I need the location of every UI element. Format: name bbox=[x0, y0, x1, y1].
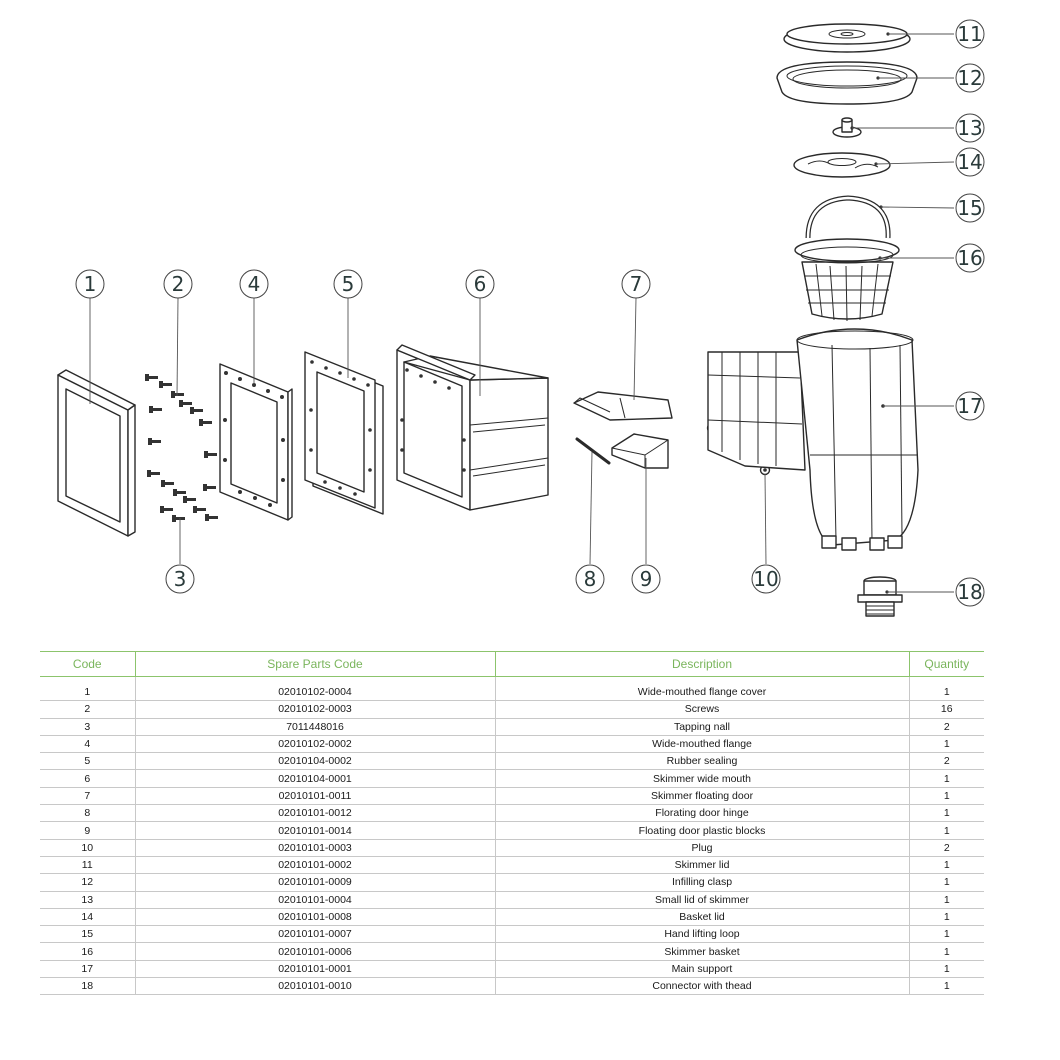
svg-text:9: 9 bbox=[639, 567, 653, 591]
part-1-flange-cover bbox=[58, 370, 135, 536]
cell-spare-parts-code: 02010101-0006 bbox=[135, 943, 495, 960]
cell-code: 3 bbox=[40, 718, 135, 735]
cell-spare-parts-code: 02010101-0008 bbox=[135, 908, 495, 925]
table-row bbox=[40, 735, 984, 752]
svg-text:2: 2 bbox=[171, 272, 185, 296]
part-11-skimmer-lid bbox=[784, 24, 910, 52]
table-spacer bbox=[40, 677, 984, 685]
table-header-row bbox=[40, 652, 984, 677]
cell-code: 17 bbox=[40, 960, 135, 977]
callout-15 bbox=[956, 194, 984, 222]
cell-spare-parts-code: 02010101-0002 bbox=[135, 856, 495, 873]
callout-12 bbox=[956, 64, 984, 92]
part-8-hinge bbox=[577, 439, 609, 463]
table-row bbox=[40, 822, 984, 839]
cell-description: Plug bbox=[495, 839, 909, 856]
svg-text:12: 12 bbox=[957, 66, 983, 90]
cell-spare-parts-code: 02010102-0002 bbox=[135, 735, 495, 752]
cell-description: Skimmer floating door bbox=[495, 787, 909, 804]
part-4-flange bbox=[220, 364, 292, 520]
cell-quantity: 1 bbox=[909, 856, 984, 873]
table-row bbox=[40, 770, 984, 787]
cell-quantity: 1 bbox=[909, 978, 984, 995]
cell-description: Skimmer basket bbox=[495, 943, 909, 960]
cell-code: 10 bbox=[40, 839, 135, 856]
callout-2 bbox=[164, 270, 192, 298]
part-12-infilling-clasp bbox=[777, 62, 917, 104]
cell-description: Wide-mouthed flange cover bbox=[495, 684, 909, 701]
cell-quantity: 1 bbox=[909, 908, 984, 925]
cell-quantity: 1 bbox=[909, 926, 984, 943]
svg-text:1: 1 bbox=[83, 272, 97, 296]
svg-text:3: 3 bbox=[173, 567, 187, 591]
callout-8 bbox=[576, 565, 604, 593]
table-row bbox=[40, 787, 984, 804]
cell-quantity: 2 bbox=[909, 753, 984, 770]
svg-text:6: 6 bbox=[473, 272, 487, 296]
cell-description: Skimmer lid bbox=[495, 856, 909, 873]
cell-spare-parts-code: 02010101-0011 bbox=[135, 787, 495, 804]
svg-text:10: 10 bbox=[753, 567, 779, 591]
svg-text:14: 14 bbox=[957, 150, 983, 174]
cell-code: 18 bbox=[40, 978, 135, 995]
cell-quantity: 16 bbox=[909, 701, 984, 718]
part-9-plastic-block bbox=[612, 434, 668, 468]
callout-13 bbox=[956, 114, 984, 142]
callout-9 bbox=[632, 565, 660, 593]
cell-code: 6 bbox=[40, 770, 135, 787]
cell-description: Small lid of skimmer bbox=[495, 891, 909, 908]
cell-description: Basket lid bbox=[495, 908, 909, 925]
svg-text:7: 7 bbox=[629, 272, 643, 296]
cell-code: 13 bbox=[40, 891, 135, 908]
cell-quantity: 1 bbox=[909, 735, 984, 752]
cell-code: 14 bbox=[40, 908, 135, 925]
cell-description: Hand lifting loop bbox=[495, 926, 909, 943]
table-row bbox=[40, 753, 984, 770]
part-5-rubber-sealing bbox=[305, 352, 383, 514]
cell-spare-parts-code: 02010101-0012 bbox=[135, 805, 495, 822]
cell-spare-parts-code: 02010101-0007 bbox=[135, 926, 495, 943]
svg-text:17: 17 bbox=[957, 394, 983, 418]
cell-quantity: 1 bbox=[909, 822, 984, 839]
cell-spare-parts-code: 02010102-0004 bbox=[135, 684, 495, 701]
svg-text:18: 18 bbox=[957, 580, 983, 604]
callout-17 bbox=[956, 392, 984, 420]
table-row bbox=[40, 839, 984, 856]
cell-description: Florating door hinge bbox=[495, 805, 909, 822]
table-row bbox=[40, 874, 984, 891]
cell-code: 7 bbox=[40, 787, 135, 804]
cell-spare-parts-code: 02010101-0003 bbox=[135, 839, 495, 856]
table-body bbox=[40, 677, 984, 995]
svg-text:16: 16 bbox=[957, 246, 983, 270]
table-row bbox=[40, 960, 984, 977]
spare-parts-table bbox=[40, 651, 984, 995]
callout-10 bbox=[752, 565, 780, 593]
callout-7 bbox=[622, 270, 650, 298]
table-row bbox=[40, 908, 984, 925]
cell-quantity: 1 bbox=[909, 891, 984, 908]
header-code: Code bbox=[40, 652, 135, 677]
cell-quantity: 1 bbox=[909, 874, 984, 891]
cell-description: Tapping nall bbox=[495, 718, 909, 735]
part-16-skimmer-basket bbox=[795, 239, 899, 321]
svg-text:15: 15 bbox=[957, 196, 983, 220]
cell-description: Screws bbox=[495, 701, 909, 718]
cell-quantity: 1 bbox=[909, 943, 984, 960]
svg-text:13: 13 bbox=[957, 116, 983, 140]
cell-code: 9 bbox=[40, 822, 135, 839]
table-row bbox=[40, 718, 984, 735]
cell-quantity: 1 bbox=[909, 805, 984, 822]
svg-text:8: 8 bbox=[583, 567, 597, 591]
cell-description: Skimmer wide mouth bbox=[495, 770, 909, 787]
table-row bbox=[40, 856, 984, 873]
header-spare-parts-code: Spare Parts Code bbox=[135, 652, 495, 677]
cell-spare-parts-code: 02010102-0003 bbox=[135, 701, 495, 718]
cell-spare-parts-code: 02010101-0004 bbox=[135, 891, 495, 908]
table-row bbox=[40, 684, 984, 701]
table-row bbox=[40, 805, 984, 822]
cell-quantity: 1 bbox=[909, 960, 984, 977]
part-17-main-support bbox=[708, 329, 918, 550]
cell-code: 15 bbox=[40, 926, 135, 943]
part-7-floating-door bbox=[574, 392, 672, 420]
cell-spare-parts-code: 7011448016 bbox=[135, 718, 495, 735]
table-row bbox=[40, 943, 984, 960]
svg-text:11: 11 bbox=[957, 22, 983, 46]
cell-description: Infilling clasp bbox=[495, 874, 909, 891]
table-row bbox=[40, 701, 984, 718]
callout-16 bbox=[956, 244, 984, 272]
cell-quantity: 2 bbox=[909, 839, 984, 856]
callout-14 bbox=[956, 148, 984, 176]
cell-description: Wide-mouthed flange bbox=[495, 735, 909, 752]
cell-spare-parts-code: 02010101-0010 bbox=[135, 978, 495, 995]
cell-spare-parts-code: 02010101-0009 bbox=[135, 874, 495, 891]
callout-3 bbox=[166, 565, 194, 593]
cell-code: 16 bbox=[40, 943, 135, 960]
table-row bbox=[40, 926, 984, 943]
cell-code: 11 bbox=[40, 856, 135, 873]
header-description: Description bbox=[495, 652, 909, 677]
svg-text:5: 5 bbox=[341, 272, 355, 296]
callout-6 bbox=[466, 270, 494, 298]
cell-spare-parts-code: 02010104-0001 bbox=[135, 770, 495, 787]
cell-spare-parts-code: 02010104-0002 bbox=[135, 753, 495, 770]
cell-code: 8 bbox=[40, 805, 135, 822]
part-13-small-lid bbox=[833, 118, 861, 137]
callout-1 bbox=[76, 270, 104, 298]
cell-code: 5 bbox=[40, 753, 135, 770]
svg-text:4: 4 bbox=[247, 272, 261, 296]
callout-5 bbox=[334, 270, 362, 298]
cell-description: Floating door plastic blocks bbox=[495, 822, 909, 839]
cell-quantity: 1 bbox=[909, 787, 984, 804]
cell-code: 1 bbox=[40, 684, 135, 701]
table-row bbox=[40, 978, 984, 995]
cell-description: Connector with thead bbox=[495, 978, 909, 995]
cell-description: Main support bbox=[495, 960, 909, 977]
callout-4 bbox=[240, 270, 268, 298]
part-2-screws bbox=[145, 374, 218, 522]
cell-code: 12 bbox=[40, 874, 135, 891]
part-18-connector bbox=[858, 577, 902, 616]
cell-quantity: 1 bbox=[909, 684, 984, 701]
table-row bbox=[40, 891, 984, 908]
callout-11 bbox=[956, 20, 984, 48]
cell-quantity: 1 bbox=[909, 770, 984, 787]
cell-spare-parts-code: 02010101-0014 bbox=[135, 822, 495, 839]
cell-code: 4 bbox=[40, 735, 135, 752]
cell-description: Rubber sealing bbox=[495, 753, 909, 770]
part-14-basket-lid bbox=[794, 153, 890, 177]
cell-spare-parts-code: 02010101-0001 bbox=[135, 960, 495, 977]
part-6-skimmer-wide-mouth bbox=[397, 345, 548, 510]
cell-quantity: 2 bbox=[909, 718, 984, 735]
cell-code: 2 bbox=[40, 701, 135, 718]
callout-18 bbox=[956, 578, 984, 606]
header-quantity: Quantity bbox=[909, 652, 984, 677]
part-15-hand-lifting-loop bbox=[808, 198, 888, 238]
